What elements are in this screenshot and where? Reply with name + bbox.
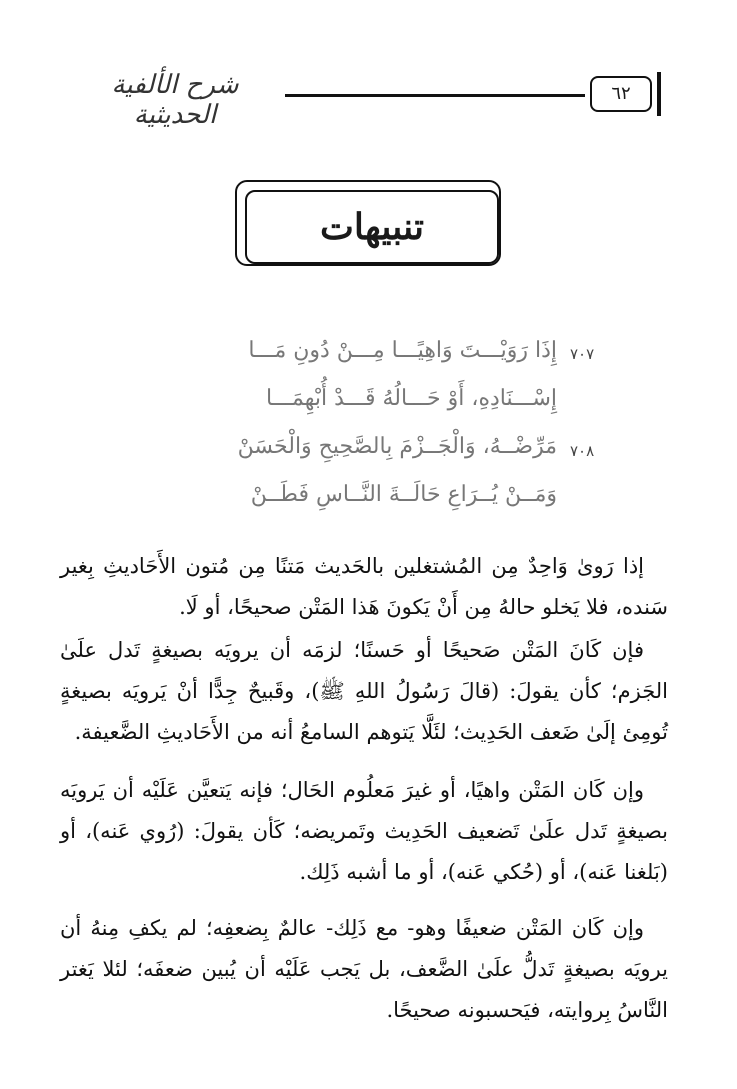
section-title: تنبيهات bbox=[245, 190, 499, 264]
verse-line: مَرِّضْــهُ، وَالْجَــزْمَ بِالصَّحِيحِ وَالْحَسَنْ bbox=[237, 434, 557, 459]
verse-line: إِذَا رَوَيْـــتَ وَاهِيًـــا مِـــنْ دُونِ مَـــا bbox=[248, 338, 557, 363]
page-number: ٦٢ bbox=[590, 76, 652, 112]
paragraph: وإن كَان المَتْن واهيًا، أو غيرَ مَعلُوم الحَال؛ فإنه يَتعيَّن عَلَيْه أن يَرويَه بصيغةٍ تَدل علَىٰ تَضعيف الحَدِيث وتَمريضه؛ كَأن يقولَ: (رُوي عَنه)، أو (بَلغنا عَنه)، أو (حُكي عَنه)، أو ما أشبه ذَلِك. bbox=[60, 778, 668, 884]
page-number-bar bbox=[657, 72, 661, 116]
header-rule bbox=[285, 94, 585, 97]
book-title: شرح الألفية الحديثية bbox=[111, 70, 239, 130]
verse-line: إِسْـــنَادِهِ، أَوْ حَـــالُهُ قَـــدْ أُبْهِمَـــا bbox=[265, 386, 557, 411]
paragraph: وإن كَان المَتْن ضعيفًا وهو- مع ذَلِك- عالمٌ بِضعفِه؛ لم يكفِ مِنهُ أن يرويَه بصيغةٍ تَدلُّ علَىٰ الضَّعف، بل يَجب عَلَيْه أن يُبين ضعفَه؛ لئلا يَغتر النَّاسُ بِروايته، فيَحسبونه صحيحًا. bbox=[60, 916, 668, 1022]
paragraph: فإن كَانَ المَتْن صَحيحًا أو حَسنًا؛ لزمَه أن يرويَه بصيغةٍ تَدل علَىٰ الجَزم؛ كأن يقولَ: (قالَ رَسُولُ اللهِ ﷺ)، وقَبيحٌ جِدًّا أنْ يَرويَه بصيغةٍ تُومِئ إلَىٰ ضَعف الحَدِيث؛ لئَلَّا يَتوهم السامعُ أنه من الأَحَاديثِ الضَّعيفة. bbox=[60, 638, 668, 744]
paragraph: إذا رَوىٰ وَاحِدٌ مِن المُشتغلين بالحَديث مَتنًا مِن مُتون الأَحَاديثِ بِغير سَنده، فلا يَخلو حالهُ مِن أَنْ يَكونَ هَذا المَتْن صحيحًا، أو لَا. bbox=[60, 554, 668, 619]
verse-number: ٧٠٨ bbox=[570, 442, 595, 460]
running-header bbox=[70, 64, 670, 130]
verse-line: وَمَــنْ يُــرَاعِ حَالَــةَ النَّــاسِ فَطَــنْ bbox=[250, 482, 557, 507]
verse-number: ٧٠٧ bbox=[570, 345, 595, 363]
